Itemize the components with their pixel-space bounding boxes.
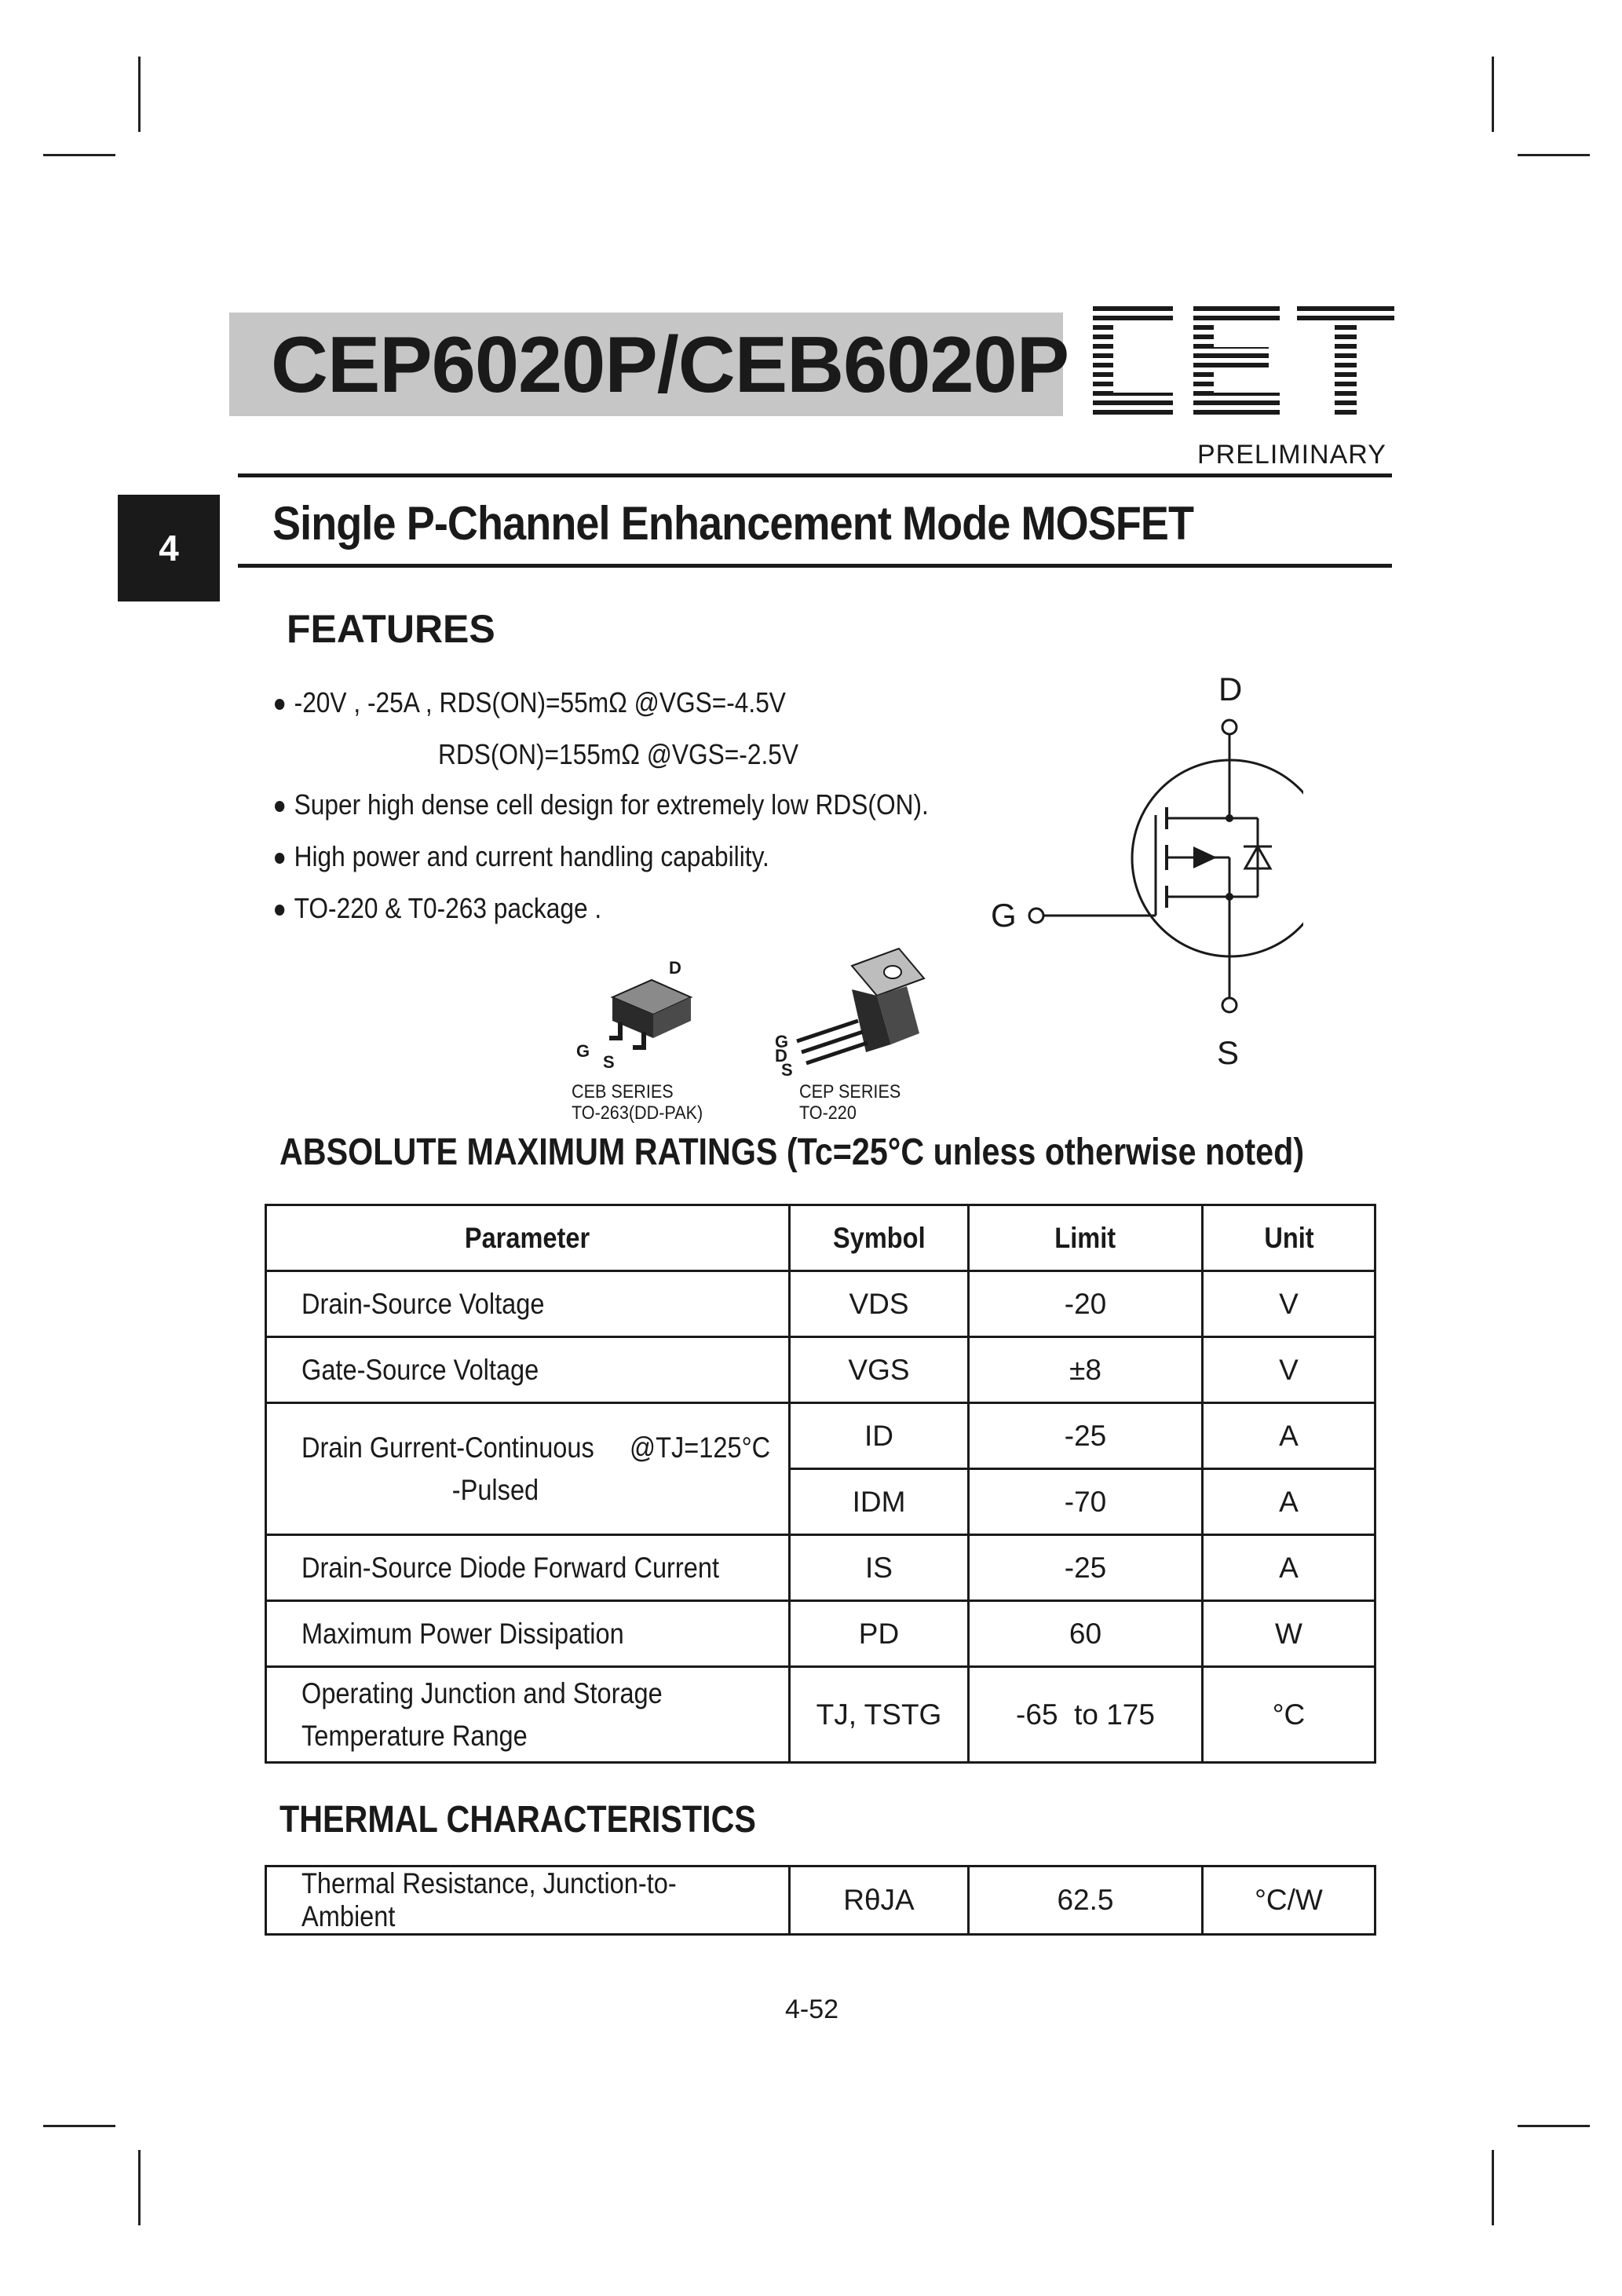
to220-package-illustration — [773, 934, 938, 1084]
ceb-package: TO-263(DD-PAK) — [572, 1102, 703, 1124]
row-parameter: Gate-Source Voltage — [266, 1337, 790, 1403]
ceb-pin-d: D — [669, 958, 681, 978]
bullet-icon — [275, 801, 284, 812]
thermal-limit: 62.5 — [969, 1866, 1203, 1935]
bullet-icon — [275, 905, 284, 916]
crop-mark — [43, 2125, 115, 2127]
section-tab: 4 — [118, 495, 220, 601]
table-row — [266, 1403, 1375, 1469]
cep-pin-d: D — [775, 1046, 787, 1066]
header-unit: Unit — [1203, 1205, 1375, 1271]
row-symbol: IS — [790, 1535, 969, 1601]
crop-mark — [1518, 154, 1590, 156]
cep-series: CEP SERIES — [799, 1081, 901, 1102]
row-symbol: TJ, TSTG — [790, 1667, 969, 1763]
table-header-row — [266, 1205, 1375, 1271]
feature-item-4 — [275, 892, 601, 925]
row-limit: ±8 — [969, 1337, 1203, 1403]
row-symbol: PD — [790, 1601, 969, 1667]
cep-package: TO-220 — [799, 1102, 857, 1124]
source-label: S — [1217, 1034, 1240, 1071]
features-heading: FEATURES — [287, 607, 495, 651]
thermal-symbol: RθJA — [790, 1866, 969, 1935]
row-parameter: Maximum Power Dissipation — [266, 1601, 790, 1667]
feature-item-2 — [275, 788, 929, 821]
thermal-unit: °C/W — [1203, 1866, 1375, 1935]
row-unit: A — [1203, 1535, 1375, 1601]
row-parameter: Drain-Source Diode Forward Current — [266, 1535, 790, 1601]
crop-mark — [138, 2150, 141, 2225]
feature-text: High power and current handling capability. — [294, 840, 769, 872]
row-limit: -70 — [969, 1469, 1203, 1535]
cep-pin-g: G — [775, 1032, 789, 1051]
feature-item-3 — [275, 840, 769, 873]
ratings-heading: ABSOLUTE MAXIMUM RATINGS (Tc=25°C unless otherwise noted) — [279, 1132, 1305, 1173]
to263-package-illustration — [565, 950, 707, 1076]
table-row — [266, 1866, 1375, 1935]
row-parameter: Drain Gurrent-Continuous @TJ=125°C -Pulsed — [266, 1403, 790, 1535]
row-unit: °C — [1203, 1667, 1375, 1763]
crop-mark — [138, 57, 141, 132]
crop-mark — [43, 154, 115, 156]
bullet-icon — [275, 853, 284, 864]
feature-item-1 — [275, 686, 786, 719]
preliminary-label: PRELIMINARY — [1197, 440, 1386, 470]
page-number: 4-52 — [785, 1994, 839, 2024]
row-unit: A — [1203, 1469, 1375, 1535]
row-symbol: ID — [790, 1403, 969, 1469]
row-unit: V — [1203, 1337, 1375, 1403]
part-number-title: CEP6020P/CEB6020P — [271, 321, 1069, 409]
p-channel-mosfet-symbol — [974, 667, 1303, 1076]
ceb-pin-g: G — [576, 1041, 590, 1061]
row-unit: A — [1203, 1403, 1375, 1469]
cep-pin-s: S — [781, 1060, 793, 1080]
cep-series-label — [799, 1081, 901, 1124]
header-parameter: Parameter — [266, 1205, 790, 1271]
row-limit: -25 — [969, 1535, 1203, 1601]
table-row — [266, 1271, 1375, 1337]
thermal-parameter: Thermal Resistance, Junction-to-Ambient — [266, 1866, 790, 1935]
thermal-table — [265, 1865, 1376, 1936]
feature-text: -20V , -25A , RDS(ON)=55mΩ @VGS=-4.5V — [294, 686, 786, 718]
cet-logo — [1087, 297, 1401, 421]
crop-mark — [1518, 2125, 1590, 2127]
divider-subtitle — [238, 564, 1392, 568]
table-row — [266, 1601, 1375, 1667]
row-symbol: VDS — [790, 1271, 969, 1337]
row-symbol: IDM — [790, 1469, 969, 1535]
ceb-series-label — [572, 1081, 703, 1124]
row-limit: -20 — [969, 1271, 1203, 1337]
table-row — [266, 1667, 1375, 1763]
gate-label: G — [991, 897, 1017, 934]
drain-label: D — [1218, 671, 1243, 707]
thermal-heading: THERMAL CHARACTERISTICS — [279, 1799, 756, 1841]
crop-mark — [1492, 57, 1494, 132]
ceb-series: CEB SERIES — [572, 1081, 674, 1102]
row-limit: -25 — [969, 1403, 1203, 1469]
bullet-icon — [275, 699, 284, 710]
header-symbol: Symbol — [790, 1205, 969, 1271]
feature-text: Super high dense cell design for extremely low RDS(ON). — [294, 788, 929, 821]
feature-text: TO-220 & T0-263 package . — [294, 892, 602, 924]
ratings-table — [265, 1204, 1376, 1764]
ceb-pin-s: S — [603, 1052, 615, 1072]
divider-top — [238, 473, 1392, 477]
table-row — [266, 1535, 1375, 1601]
header-limit: Limit — [969, 1205, 1203, 1271]
row-parameter: Operating Junction and Storage Temperature Range — [266, 1667, 790, 1763]
crop-mark — [1492, 2150, 1494, 2225]
feature-item-1b: RDS(ON)=155mΩ @VGS=-2.5V — [438, 738, 799, 770]
row-symbol: VGS — [790, 1337, 969, 1403]
row-unit: W — [1203, 1601, 1375, 1667]
row-parameter: Drain-Source Voltage — [266, 1271, 790, 1337]
row-limit: 60 — [969, 1601, 1203, 1667]
row-limit: -65 to 175 — [969, 1667, 1203, 1763]
subtitle: Single P-Channel Enhancement Mode MOSFET — [272, 497, 1194, 550]
row-unit: V — [1203, 1271, 1375, 1337]
table-row — [266, 1337, 1375, 1403]
